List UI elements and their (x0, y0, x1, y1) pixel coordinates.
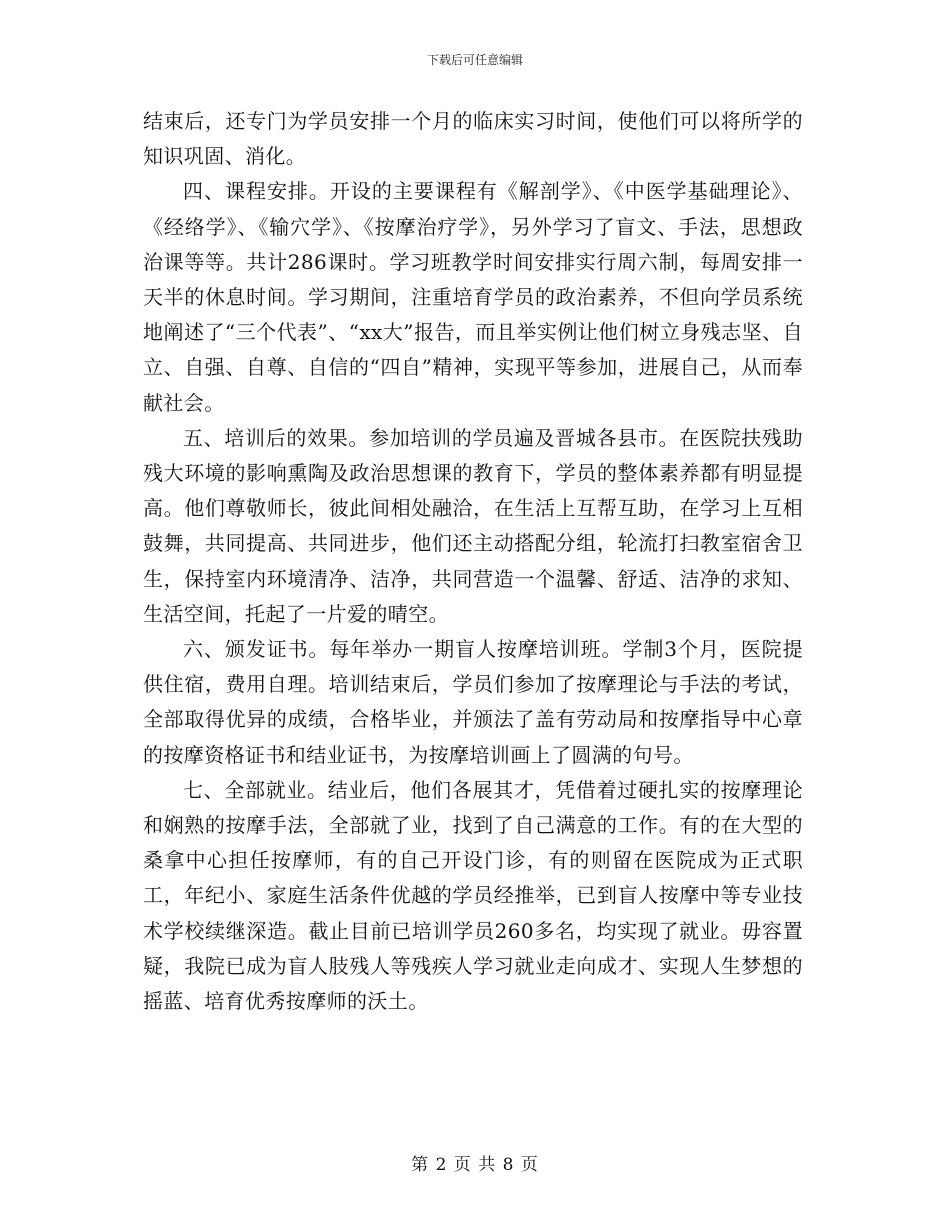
document-body (143, 104, 803, 1019)
page-number: 第 2 页 共 8 页 (411, 1155, 539, 1175)
page-header: 下载后可任意编辑 (426, 53, 523, 67)
paragraph-course-arrangement: 四、课程安排。开设的主要课程有《解剖学》、《中医学基础理论》、《经络学》、《输穴学》、《按摩治疗学》，另外学习了盲文、手法，思想政治课等等。共计286课时。学习班教学时间安排实行周六制，每周安排一天半的休息时间。学习期间，注重培育学员的政治素养，不但向学员系统地阐述了“三个代表”、“xx大”报告，而且举实例让他们树立身残志坚、自立、自强、自尊、自信的“四自”精神，实现平等参加，进展自己，从而奉献社会。 (143, 179, 803, 415)
paragraph-employment: 七、全部就业。结业后，他们各展其才，凭借着过硬扎实的按摩理论和娴熟的按摩手法，全部就了业，找到了自己满意的工作。有的在大型的桑拿中心担任按摩师，有的自己开设门诊，有的则留在医院成为正式职工，年纪小、家庭生活条件优越的学员经推举，已到盲人按摩中等专业技术学校续继深造。截止目前已培训学员260多名，均实现了就业。毋容置疑，我院已成为盲人肢残人等残疾人学习就业走向成才、实现人生梦想的摇蓝、培育优秀按摩师的沃土。 (143, 777, 803, 1014)
paragraph-certificates: 六、颁发证书。每年举办一期盲人按摩培训班。学制3个月，医院提供住宿，费用自理。培训结束后，学员们参加了按摩理论与手法的考试，全部取得优异的成绩，合格毕业，并颁法了盖有劳动局和按摩指导中心章的按摩资格证书和结业证书，为按摩培训画上了圆满的句号。 (143, 637, 803, 767)
paragraph-continuation: 结束后，还专门为学员安排一个月的临床实习时间，使他们可以将所学的知识巩固、消化。 (143, 109, 803, 169)
paragraph-training-effect: 五、培训后的效果。参加培训的学员遍及晋城各县市。在医院扶残助残大环境的影响熏陶及政治思想课的教育下，学员的整体素养都有明显提高。他们尊敬师长，彼此间相处融洽，在生活上互帮互助，在学习上互相鼓舞，共同提高、共同进步，他们还主动搭配分组，轮流打扫教室宿舍卫生，保持室内环境清净、洁净，共同营造一个温馨、舒适、洁净的求知、生活空间，托起了一片爱的晴空。 (143, 425, 803, 626)
